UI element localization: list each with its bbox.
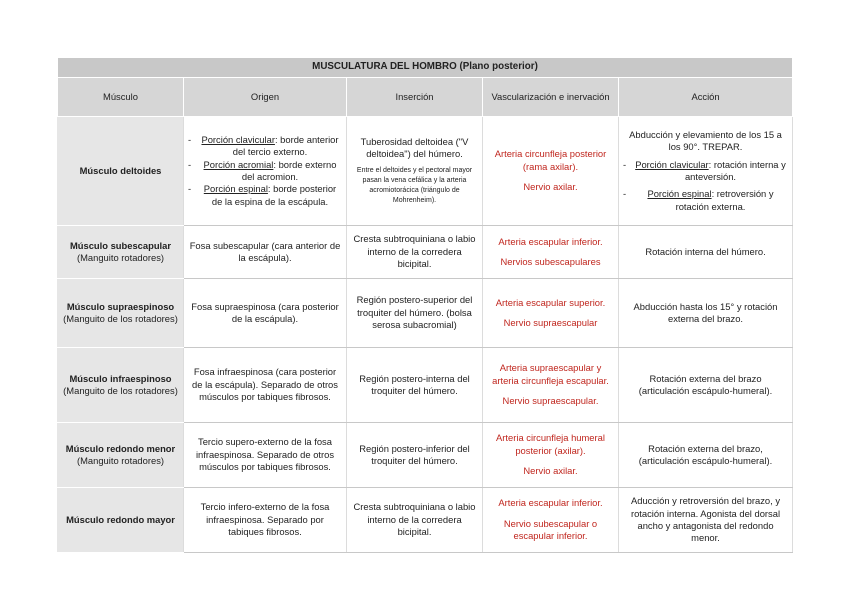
portion-label: Porción acromial (203, 158, 274, 170)
table-row (58, 279, 793, 348)
muscle-name: Músculo infraespinoso (69, 372, 172, 384)
accion-cell: Rotación externa del brazo, (articulación escápulo-humeral). (619, 423, 793, 488)
portion-label: Porción clavicular (201, 133, 275, 145)
portion-text: : borde externo del acromion. (241, 158, 337, 182)
muscle-group: (Manguito de los rotadores) (63, 313, 178, 324)
vasc-artery: Arteria escapular inferior. (498, 497, 603, 509)
origen-cell (184, 117, 347, 226)
shoulder-muscles-table (57, 57, 793, 553)
accion-cell (619, 117, 793, 226)
vasc-nerve: Nervios subescapulares (500, 256, 601, 267)
table-title: MUSCULATURA DEL HOMBRO (Plano posterior) (58, 58, 793, 78)
muscle-name-cell (58, 488, 184, 553)
muscle-name: Músculo redondo mayor (66, 513, 175, 525)
insercion-cell: Región postero-interna del troquiter del húmero. (347, 348, 483, 423)
origen-list (188, 134, 342, 208)
portion-text: : rotación interna y anteversión. (684, 158, 786, 182)
muscle-name: Músculo deltoides (79, 164, 162, 176)
vasc-nerve: Nervio supraescapular (503, 317, 598, 328)
vasc-nerve: Nervio axilar. (523, 465, 578, 477)
vasc-artery: Arteria supraescapular y arteria circunfleja escapular. (492, 362, 609, 386)
insercion-cell: Cresta subtroquiniana o labio interno de la corredera bicipital. (347, 226, 483, 279)
origen-cell: Fosa subescapular (cara anterior de la escápula). (184, 226, 347, 279)
header-vascularizacion: Vascularización e inervación (483, 78, 619, 117)
list-item (623, 159, 788, 184)
vasc-nerve: Nervio supraescapular. (502, 395, 599, 407)
muscle-name: Músculo redondo menor (65, 442, 176, 454)
insercion-text: Tuberosidad deltoidea ("V deltoidea") del húmero. (360, 135, 469, 159)
accion-cell: Rotación externa del brazo (articulación escápulo-humeral). (619, 348, 793, 423)
accion-cell: Aducción y retroversión del brazo, y rotación interna. Agonista del dorsal ancho y antagonista del redondo menor. (619, 488, 793, 553)
portion-label: Porción espinal (647, 188, 712, 200)
vasc-cell (483, 279, 619, 348)
insercion-cell: Región postero-inferior del troquiter del húmero. (347, 423, 483, 488)
vasc-cell (483, 488, 619, 553)
portion-text: : retroversión y rotación externa. (675, 188, 774, 212)
header-origen: Origen (184, 78, 347, 117)
origen-cell: Tercio infero-externo de la fosa infraespinosa. Separado por tabiques fibrosos. (184, 488, 347, 553)
list-item (188, 183, 342, 208)
header-accion: Acción (619, 78, 793, 117)
table-row (58, 488, 793, 553)
list-item (623, 188, 788, 213)
muscle-name: Músculo subescapular (69, 239, 172, 251)
table-row (58, 348, 793, 423)
muscle-name: Músculo supraespinoso (66, 300, 175, 312)
muscle-group: (Manguito de los rotadores) (63, 385, 178, 396)
vasc-artery: Arteria circunfleja posterior (rama axilar). (494, 148, 607, 172)
header-musculo: Músculo (58, 78, 184, 117)
muscle-name-cell (58, 348, 184, 423)
vasc-artery: Arteria circunfleja humeral posterior (axilar). (496, 432, 605, 456)
muscle-name-cell (58, 423, 184, 488)
origen-cell: Tercio supero-externo de la fosa infraespinosa. Separado de otros músculos por tabiques fibrosos. (184, 423, 347, 488)
table-row (58, 226, 793, 279)
accion-text: Abducción y elevamiento de los 15 a los 90°. TREPAR. (629, 128, 782, 153)
header-insercion: Inserción (347, 78, 483, 117)
accion-cell: Rotación interna del húmero. (619, 226, 793, 279)
vasc-cell (483, 348, 619, 423)
vasc-nerve: Nervio subescapular o escapular inferior. (503, 517, 598, 542)
table-row (58, 423, 793, 488)
muscle-name-cell (58, 279, 184, 348)
muscle-group: (Manguito rotadores) (76, 455, 165, 466)
origen-cell: Fosa infraespinosa (cara posterior de la escápula). Separado de otros músculos por tabiques fibrosos. (184, 348, 347, 423)
muscle-name-cell (58, 117, 184, 226)
vasc-cell (483, 423, 619, 488)
portion-text: : borde posterior de la espina de la escápula. (211, 183, 337, 207)
insercion-note: Entre el deltoides y el pectoral mayor pasan la vena cefálica y la arteria acromiotorácica (triángulo de Mohrenheim). (356, 167, 473, 205)
vasc-cell (483, 117, 619, 226)
list-item (188, 159, 342, 184)
portion-text: : borde anterior del tercio externo. (232, 133, 339, 158)
list-item (188, 134, 342, 159)
origen-cell: Fosa supraespinosa (cara posterior de la escápula). (184, 279, 347, 348)
insercion-cell: Región postero-superior del troquiter del húmero. (bolsa serosa subacromial) (347, 279, 483, 348)
accion-cell: Abducción hasta los 15° y rotación externa del brazo. (619, 279, 793, 348)
table-row (58, 117, 793, 226)
insercion-cell: Cresta subtroquiniana o labio interno de la corredera bicipital. (347, 488, 483, 553)
portion-label: Porción espinal (203, 183, 268, 195)
portion-label: Porción clavicular (635, 158, 709, 170)
vasc-cell (483, 226, 619, 279)
muscle-group: (Manguito rotadores) (76, 252, 165, 263)
vasc-artery: Arteria escapular superior. (495, 296, 606, 308)
muscle-name-cell (58, 226, 184, 279)
vasc-nerve: Nervio axilar. (523, 181, 578, 193)
vasc-artery: Arteria escapular inferior. (498, 235, 603, 247)
insercion-cell (347, 117, 483, 226)
